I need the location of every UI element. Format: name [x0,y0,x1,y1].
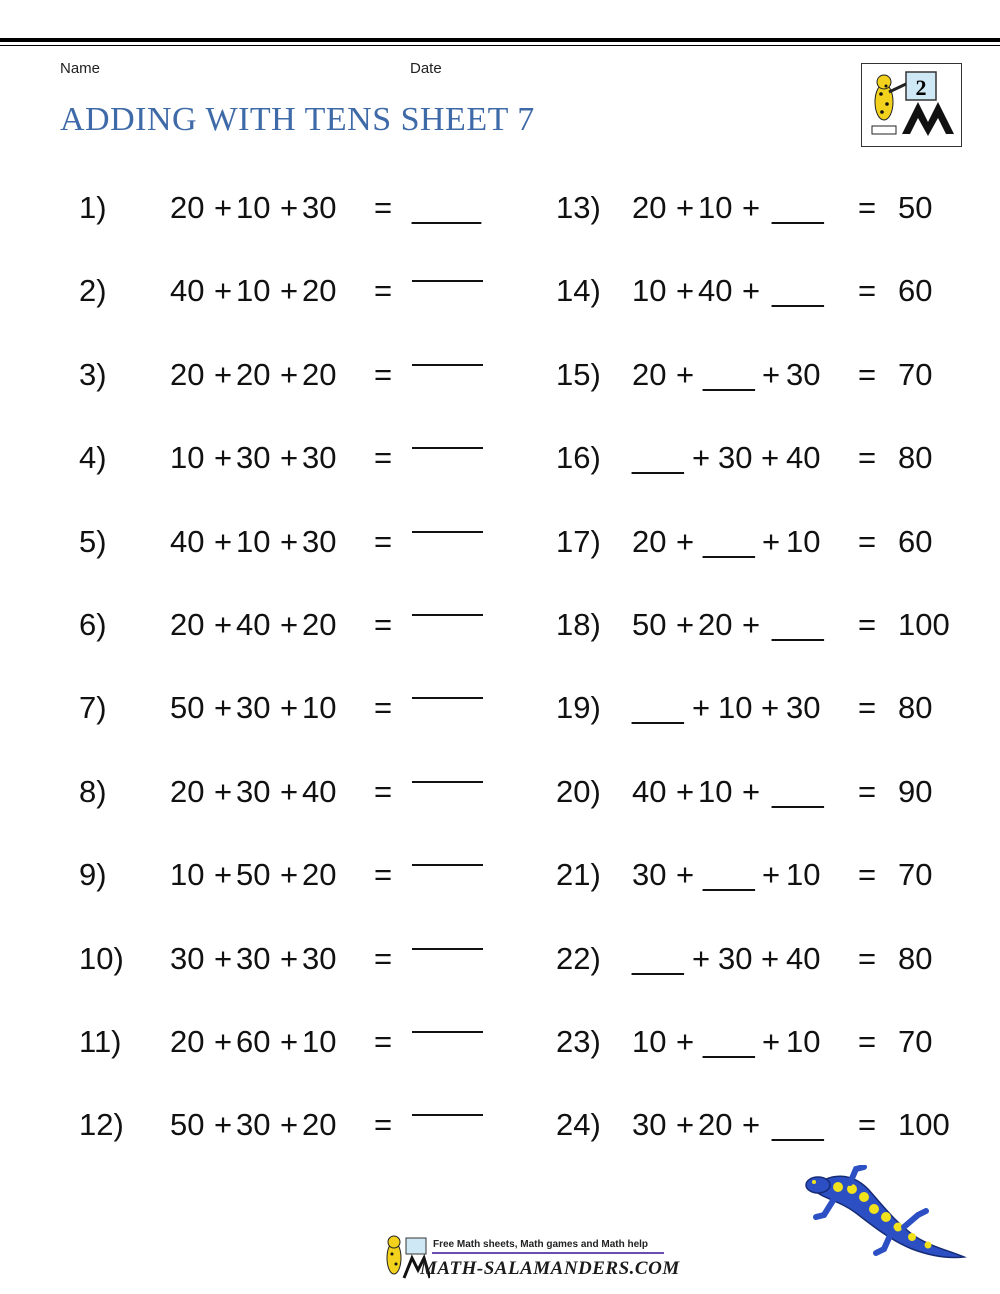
addend: 10 [698,190,733,225]
missing-addend-blank[interactable]: ___ [703,857,755,892]
question-number: 15) [556,357,601,392]
plus-sign: + [214,524,233,559]
plus-sign: + [214,607,233,642]
addend: 30 [786,690,821,725]
missing-addend-blank[interactable]: ___ [703,357,755,392]
equals-sign: = [374,1107,393,1142]
question-number: 14) [556,273,601,308]
addend: 10 [302,1024,337,1059]
plus-sign: + [742,607,761,642]
addend: 10 [698,774,733,809]
equals-sign: = [858,1024,877,1059]
missing-addend-blank[interactable]: ___ [772,1107,824,1142]
addend: 40 [786,440,821,475]
equals-sign: = [858,273,877,308]
addend: 30 [302,190,337,225]
plus-sign: + [676,774,695,809]
sum-value: 80 [898,440,933,475]
addend: 50 [632,607,667,642]
question-number: 24) [556,1107,601,1142]
plus-sign: + [676,857,695,892]
plus-sign: + [761,690,780,725]
question-number: 17) [556,524,601,559]
plus-sign: + [280,524,299,559]
plus-sign: + [692,690,711,725]
addend: 20 [698,1107,733,1142]
question-number: 5) [79,524,107,559]
equals-sign: = [374,1024,393,1059]
question-row [0,1105,1000,1145]
sum-value: 100 [898,1107,950,1142]
addend: 20 [170,190,205,225]
equals-sign: = [858,357,877,392]
question-row [0,355,1000,395]
question-number: 8) [79,774,107,809]
plus-sign: + [280,941,299,976]
addend: 20 [236,357,271,392]
equals-sign: = [374,941,393,976]
equals-sign: = [374,524,393,559]
plus-sign: + [280,857,299,892]
missing-addend-blank[interactable]: ___ [772,273,824,308]
question-row [0,522,1000,562]
question-row [0,772,1000,812]
question-row [0,438,1000,478]
addend: 20 [302,1107,337,1142]
equals-sign: = [858,607,877,642]
missing-addend-blank[interactable]: ___ [772,190,824,225]
addend: 20 [698,607,733,642]
addend: 10 [786,857,821,892]
equals-sign: = [858,440,877,475]
question-row [0,605,1000,645]
equals-sign: = [374,690,393,725]
name-label: Name [60,60,101,77]
addend: 30 [302,440,337,475]
equals-sign: = [374,774,393,809]
plus-sign: + [761,440,780,475]
plus-sign: + [762,524,781,559]
question-row [0,1022,1000,1062]
sum-value: 60 [898,524,933,559]
footer-divider [432,1252,664,1254]
missing-addend-blank[interactable]: ___ [772,607,824,642]
addend: 10 [170,440,205,475]
plus-sign: + [676,524,695,559]
footer-tagline: Free Math sheets, Math games and Math help [433,1239,649,1250]
plus-sign: + [762,1024,781,1059]
grade-logo [861,63,962,147]
addend: 50 [170,1107,205,1142]
equals-sign: = [374,190,393,225]
addend: 40 [170,524,205,559]
question-number: 7) [79,690,107,725]
logo-digit: 2 [915,75,927,100]
question-number: 18) [556,607,601,642]
plus-sign: + [676,357,695,392]
addend: 30 [632,1107,667,1142]
sum-value: 70 [898,357,933,392]
sum-value: 70 [898,1024,933,1059]
plus-sign: + [761,941,780,976]
equals-sign: = [858,690,877,725]
addend: 30 [302,524,337,559]
sum-value: 50 [898,190,933,225]
addend: 30 [236,690,271,725]
top-rule-thin [0,45,1000,46]
plus-sign: + [676,1024,695,1059]
addend: 20 [170,607,205,642]
plus-sign: + [762,357,781,392]
addend: 50 [236,857,271,892]
missing-addend-blank[interactable]: ___ [632,440,684,475]
plus-sign: + [214,357,233,392]
addend: 20 [632,357,667,392]
addend: 20 [302,273,337,308]
addend: 40 [632,774,667,809]
question-row [0,188,1000,228]
plus-sign: + [214,190,233,225]
question-row [0,855,1000,895]
addend: 10 [786,1024,821,1059]
plus-sign: + [214,440,233,475]
plus-sign: + [280,607,299,642]
question-number: 16) [556,440,601,475]
answer-blank: ____ [412,190,481,225]
missing-addend-blank[interactable]: ___ [703,1024,755,1059]
addend: 30 [236,1107,271,1142]
plus-sign: + [742,273,761,308]
addend: 30 [236,941,271,976]
plus-sign: + [742,774,761,809]
addend: 40 [236,607,271,642]
salamander-grade-logo-icon [862,64,961,146]
addend: 40 [302,774,337,809]
plus-sign: + [280,1107,299,1142]
addend: 20 [302,607,337,642]
equals-sign: = [858,190,877,225]
addend: 20 [170,1024,205,1059]
addend: 10 [170,857,205,892]
question-number: 22) [556,941,601,976]
addend: 20 [170,357,205,392]
question-number: 6) [79,607,107,642]
plus-sign: + [280,357,299,392]
addend: 10 [632,273,667,308]
plus-sign: + [214,273,233,308]
plus-sign: + [214,857,233,892]
plus-sign: + [280,440,299,475]
date-label: Date [410,60,442,77]
sum-value: 90 [898,774,933,809]
question-number: 19) [556,690,601,725]
missing-addend-blank[interactable]: ___ [703,524,755,559]
plus-sign: + [692,440,711,475]
equals-sign: = [374,357,393,392]
question-number: 23) [556,1024,601,1059]
question-number: 11) [79,1024,122,1059]
plus-sign: + [280,690,299,725]
equals-sign: = [374,273,393,308]
question-number: 13) [556,190,601,225]
addend: 50 [170,690,205,725]
missing-addend-blank[interactable]: ___ [632,941,684,976]
addend: 30 [718,941,753,976]
addend: 10 [236,273,271,308]
question-row [0,688,1000,728]
equals-sign: = [858,774,877,809]
question-number: 1) [79,190,107,225]
equals-sign: = [858,524,877,559]
plus-sign: + [742,190,761,225]
missing-addend-blank[interactable]: ___ [632,690,684,725]
question-number: 12) [79,1107,124,1142]
question-number: 2) [79,273,107,308]
plus-sign: + [214,774,233,809]
plus-sign: + [692,941,711,976]
plus-sign: + [280,774,299,809]
plus-sign: + [676,607,695,642]
sum-value: 70 [898,857,933,892]
addend: 10 [786,524,821,559]
question-number: 3) [79,357,107,392]
addend: 20 [632,190,667,225]
plus-sign: + [676,1107,695,1142]
addend: 10 [236,524,271,559]
addend: 60 [236,1024,271,1059]
equals-sign: = [374,440,393,475]
addend: 30 [718,440,753,475]
addend: 30 [170,941,205,976]
question-row [0,939,1000,979]
plus-sign: + [742,1107,761,1142]
plus-sign: + [214,690,233,725]
addend: 30 [236,774,271,809]
sum-value: 80 [898,941,933,976]
sum-value: 60 [898,273,933,308]
question-number: 4) [79,440,107,475]
equals-sign: = [374,857,393,892]
plus-sign: + [214,1107,233,1142]
plus-sign: + [762,857,781,892]
addend: 30 [632,857,667,892]
plus-sign: + [280,273,299,308]
sum-value: 80 [898,690,933,725]
question-number: 21) [556,857,601,892]
addend: 20 [170,774,205,809]
equals-sign: = [374,607,393,642]
salamander-icon [800,1165,970,1270]
equals-sign: = [858,1107,877,1142]
addend: 40 [170,273,205,308]
question-number: 9) [79,857,107,892]
sum-value: 100 [898,607,950,642]
plus-sign: + [214,941,233,976]
addend: 30 [236,440,271,475]
addend: 20 [302,857,337,892]
top-rule [0,38,1000,42]
addend: 10 [302,690,337,725]
question-row [0,271,1000,311]
plus-sign: + [676,190,695,225]
equals-sign: = [858,941,877,976]
addend: 20 [632,524,667,559]
question-number: 20) [556,774,601,809]
addend: 40 [698,273,733,308]
missing-addend-blank[interactable]: ___ [772,774,824,809]
addend: 10 [632,1024,667,1059]
plus-sign: + [280,1024,299,1059]
addend: 10 [236,190,271,225]
footer-site: MATH-SALAMANDERS.COM [420,1258,680,1279]
equals-sign: = [858,857,877,892]
addend: 30 [302,941,337,976]
page-title: ADDING WITH TENS SHEET 7 [60,101,535,138]
addend: 20 [302,357,337,392]
question-number: 10) [79,941,124,976]
addend: 40 [786,941,821,976]
plus-sign: + [214,1024,233,1059]
addend: 10 [718,690,753,725]
addend: 30 [786,357,821,392]
plus-sign: + [676,273,695,308]
plus-sign: + [280,190,299,225]
